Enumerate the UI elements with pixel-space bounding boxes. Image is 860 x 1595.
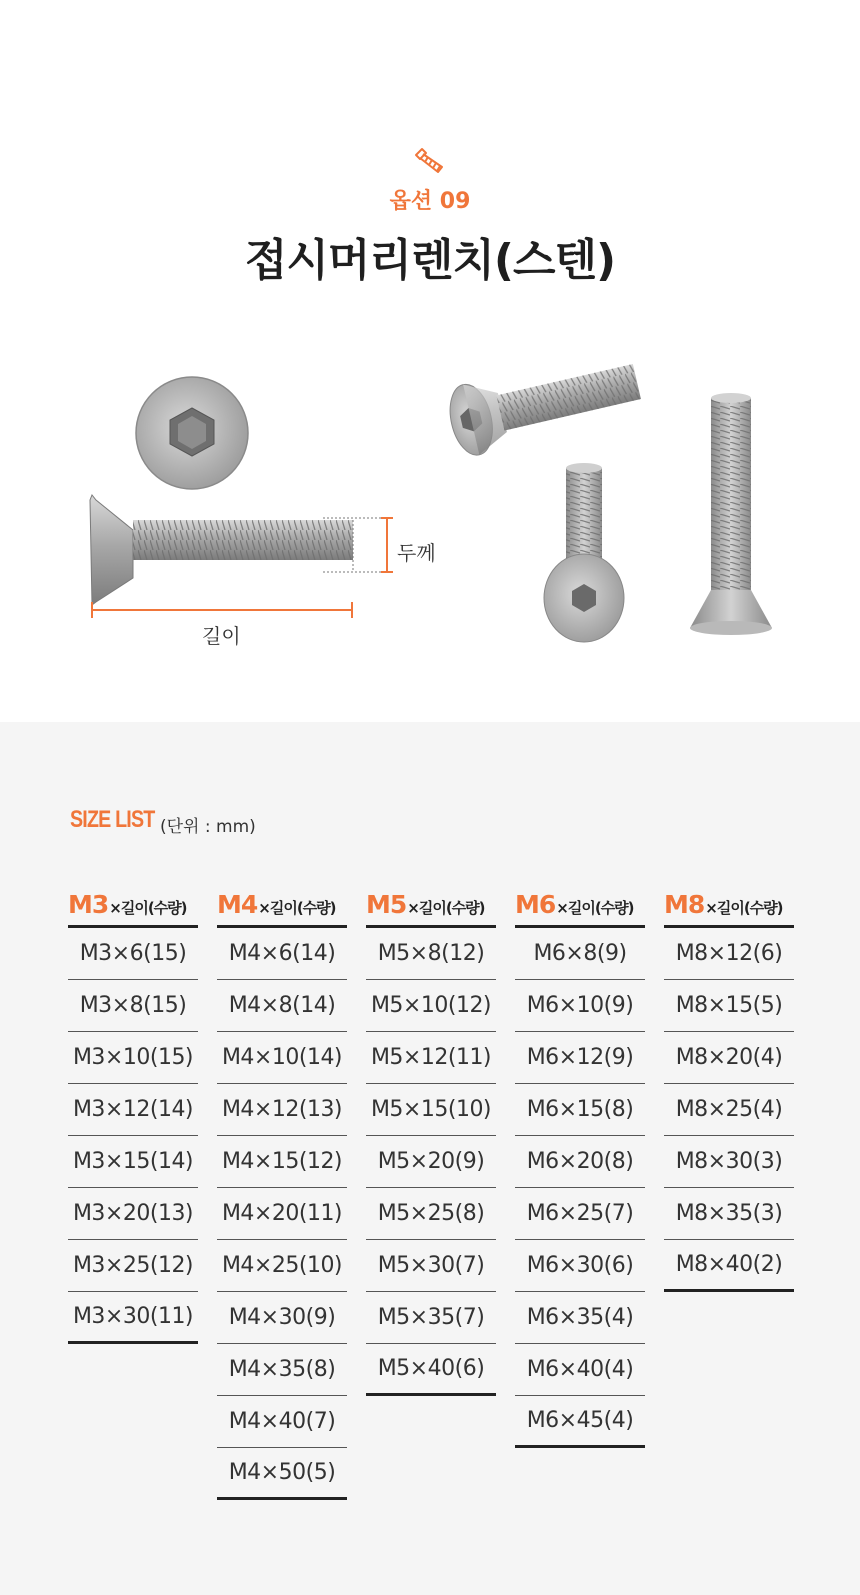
size-item: M3×20(13) bbox=[68, 1188, 198, 1240]
screw-tall-view bbox=[690, 393, 772, 635]
column-size: M5 bbox=[366, 890, 407, 919]
screw-front-view bbox=[544, 463, 624, 642]
size-item: M5×8(12) bbox=[366, 928, 496, 980]
size-item: M4×8(14) bbox=[217, 980, 347, 1032]
size-item: M8×25(4) bbox=[664, 1084, 794, 1136]
column-size: M8 bbox=[664, 890, 705, 919]
size-item: M5×20(9) bbox=[366, 1136, 496, 1188]
product-images bbox=[0, 340, 860, 670]
size-item: M6×8(9) bbox=[515, 928, 645, 980]
size-item: M8×30(3) bbox=[664, 1136, 794, 1188]
size-item: M3×25(12) bbox=[68, 1240, 198, 1292]
size-item: M4×50(5) bbox=[217, 1448, 347, 1500]
column-header bbox=[664, 884, 794, 928]
size-item: M8×40(2) bbox=[664, 1240, 794, 1292]
size-item: M4×20(11) bbox=[217, 1188, 347, 1240]
size-item: M5×30(7) bbox=[366, 1240, 496, 1292]
product-hero-section bbox=[0, 0, 860, 722]
size-item: M4×10(14) bbox=[217, 1032, 347, 1084]
thickness-label: 두께 bbox=[397, 541, 436, 565]
column-header bbox=[366, 884, 496, 928]
column-suffix: ×길이(수량) bbox=[407, 899, 485, 917]
size-item: M8×12(6) bbox=[664, 928, 794, 980]
size-column-m3 bbox=[68, 884, 198, 1344]
size-list-title: SIZE LIST bbox=[70, 806, 155, 833]
column-suffix: ×길이(수량) bbox=[109, 899, 187, 917]
size-item: M5×35(7) bbox=[366, 1292, 496, 1344]
page-title: 접시머리렌치(스텐) bbox=[244, 235, 616, 286]
size-item: M6×12(9) bbox=[515, 1032, 645, 1084]
size-item: M4×35(8) bbox=[217, 1344, 347, 1396]
size-item: M6×40(4) bbox=[515, 1344, 645, 1396]
size-item: M3×8(15) bbox=[68, 980, 198, 1032]
length-label: 길이 bbox=[202, 624, 241, 648]
size-item: M4×6(14) bbox=[217, 928, 347, 980]
size-item: M5×25(8) bbox=[366, 1188, 496, 1240]
size-list-unit: (단위 : mm) bbox=[160, 817, 256, 837]
size-item: M5×40(6) bbox=[366, 1344, 496, 1396]
column-suffix: ×길이(수량) bbox=[258, 899, 336, 917]
size-item: M3×15(14) bbox=[68, 1136, 198, 1188]
size-item: M5×12(11) bbox=[366, 1032, 496, 1084]
column-size: M3 bbox=[68, 890, 109, 919]
screw-head-top-view bbox=[136, 377, 248, 489]
size-item: M4×25(10) bbox=[217, 1240, 347, 1292]
column-suffix: ×길이(수량) bbox=[556, 899, 634, 917]
size-column-m8 bbox=[664, 884, 794, 1292]
option-label: 옵션 09 bbox=[389, 189, 471, 214]
size-item: M5×10(12) bbox=[366, 980, 496, 1032]
size-item: M6×30(6) bbox=[515, 1240, 645, 1292]
screw-side-view bbox=[90, 495, 393, 618]
size-item: M8×35(3) bbox=[664, 1188, 794, 1240]
screw-icon bbox=[412, 145, 450, 175]
size-column-m6 bbox=[515, 884, 645, 1448]
size-item: M3×30(11) bbox=[68, 1292, 198, 1344]
column-suffix: ×길이(수량) bbox=[705, 899, 783, 917]
size-item: M4×15(12) bbox=[217, 1136, 347, 1188]
size-item: M6×20(8) bbox=[515, 1136, 645, 1188]
column-header bbox=[217, 884, 347, 928]
size-item: M3×12(14) bbox=[68, 1084, 198, 1136]
size-item: M8×20(4) bbox=[664, 1032, 794, 1084]
size-item: M4×30(9) bbox=[217, 1292, 347, 1344]
column-header bbox=[68, 884, 198, 928]
size-item: M8×15(5) bbox=[664, 980, 794, 1032]
column-size: M6 bbox=[515, 890, 556, 919]
size-item: M5×15(10) bbox=[366, 1084, 496, 1136]
screw-angled-view bbox=[444, 346, 645, 459]
column-size: M4 bbox=[217, 890, 258, 919]
size-column-m5 bbox=[366, 884, 496, 1396]
size-item: M4×12(13) bbox=[217, 1084, 347, 1136]
size-item: M4×40(7) bbox=[217, 1396, 347, 1448]
size-item: M3×6(15) bbox=[68, 928, 198, 980]
size-column-m4 bbox=[217, 884, 347, 1500]
size-item: M6×10(9) bbox=[515, 980, 645, 1032]
size-item: M6×15(8) bbox=[515, 1084, 645, 1136]
column-header bbox=[515, 884, 645, 928]
size-item: M6×25(7) bbox=[515, 1188, 645, 1240]
size-item: M6×35(4) bbox=[515, 1292, 645, 1344]
size-item: M3×10(15) bbox=[68, 1032, 198, 1084]
size-item: M6×45(4) bbox=[515, 1396, 645, 1448]
